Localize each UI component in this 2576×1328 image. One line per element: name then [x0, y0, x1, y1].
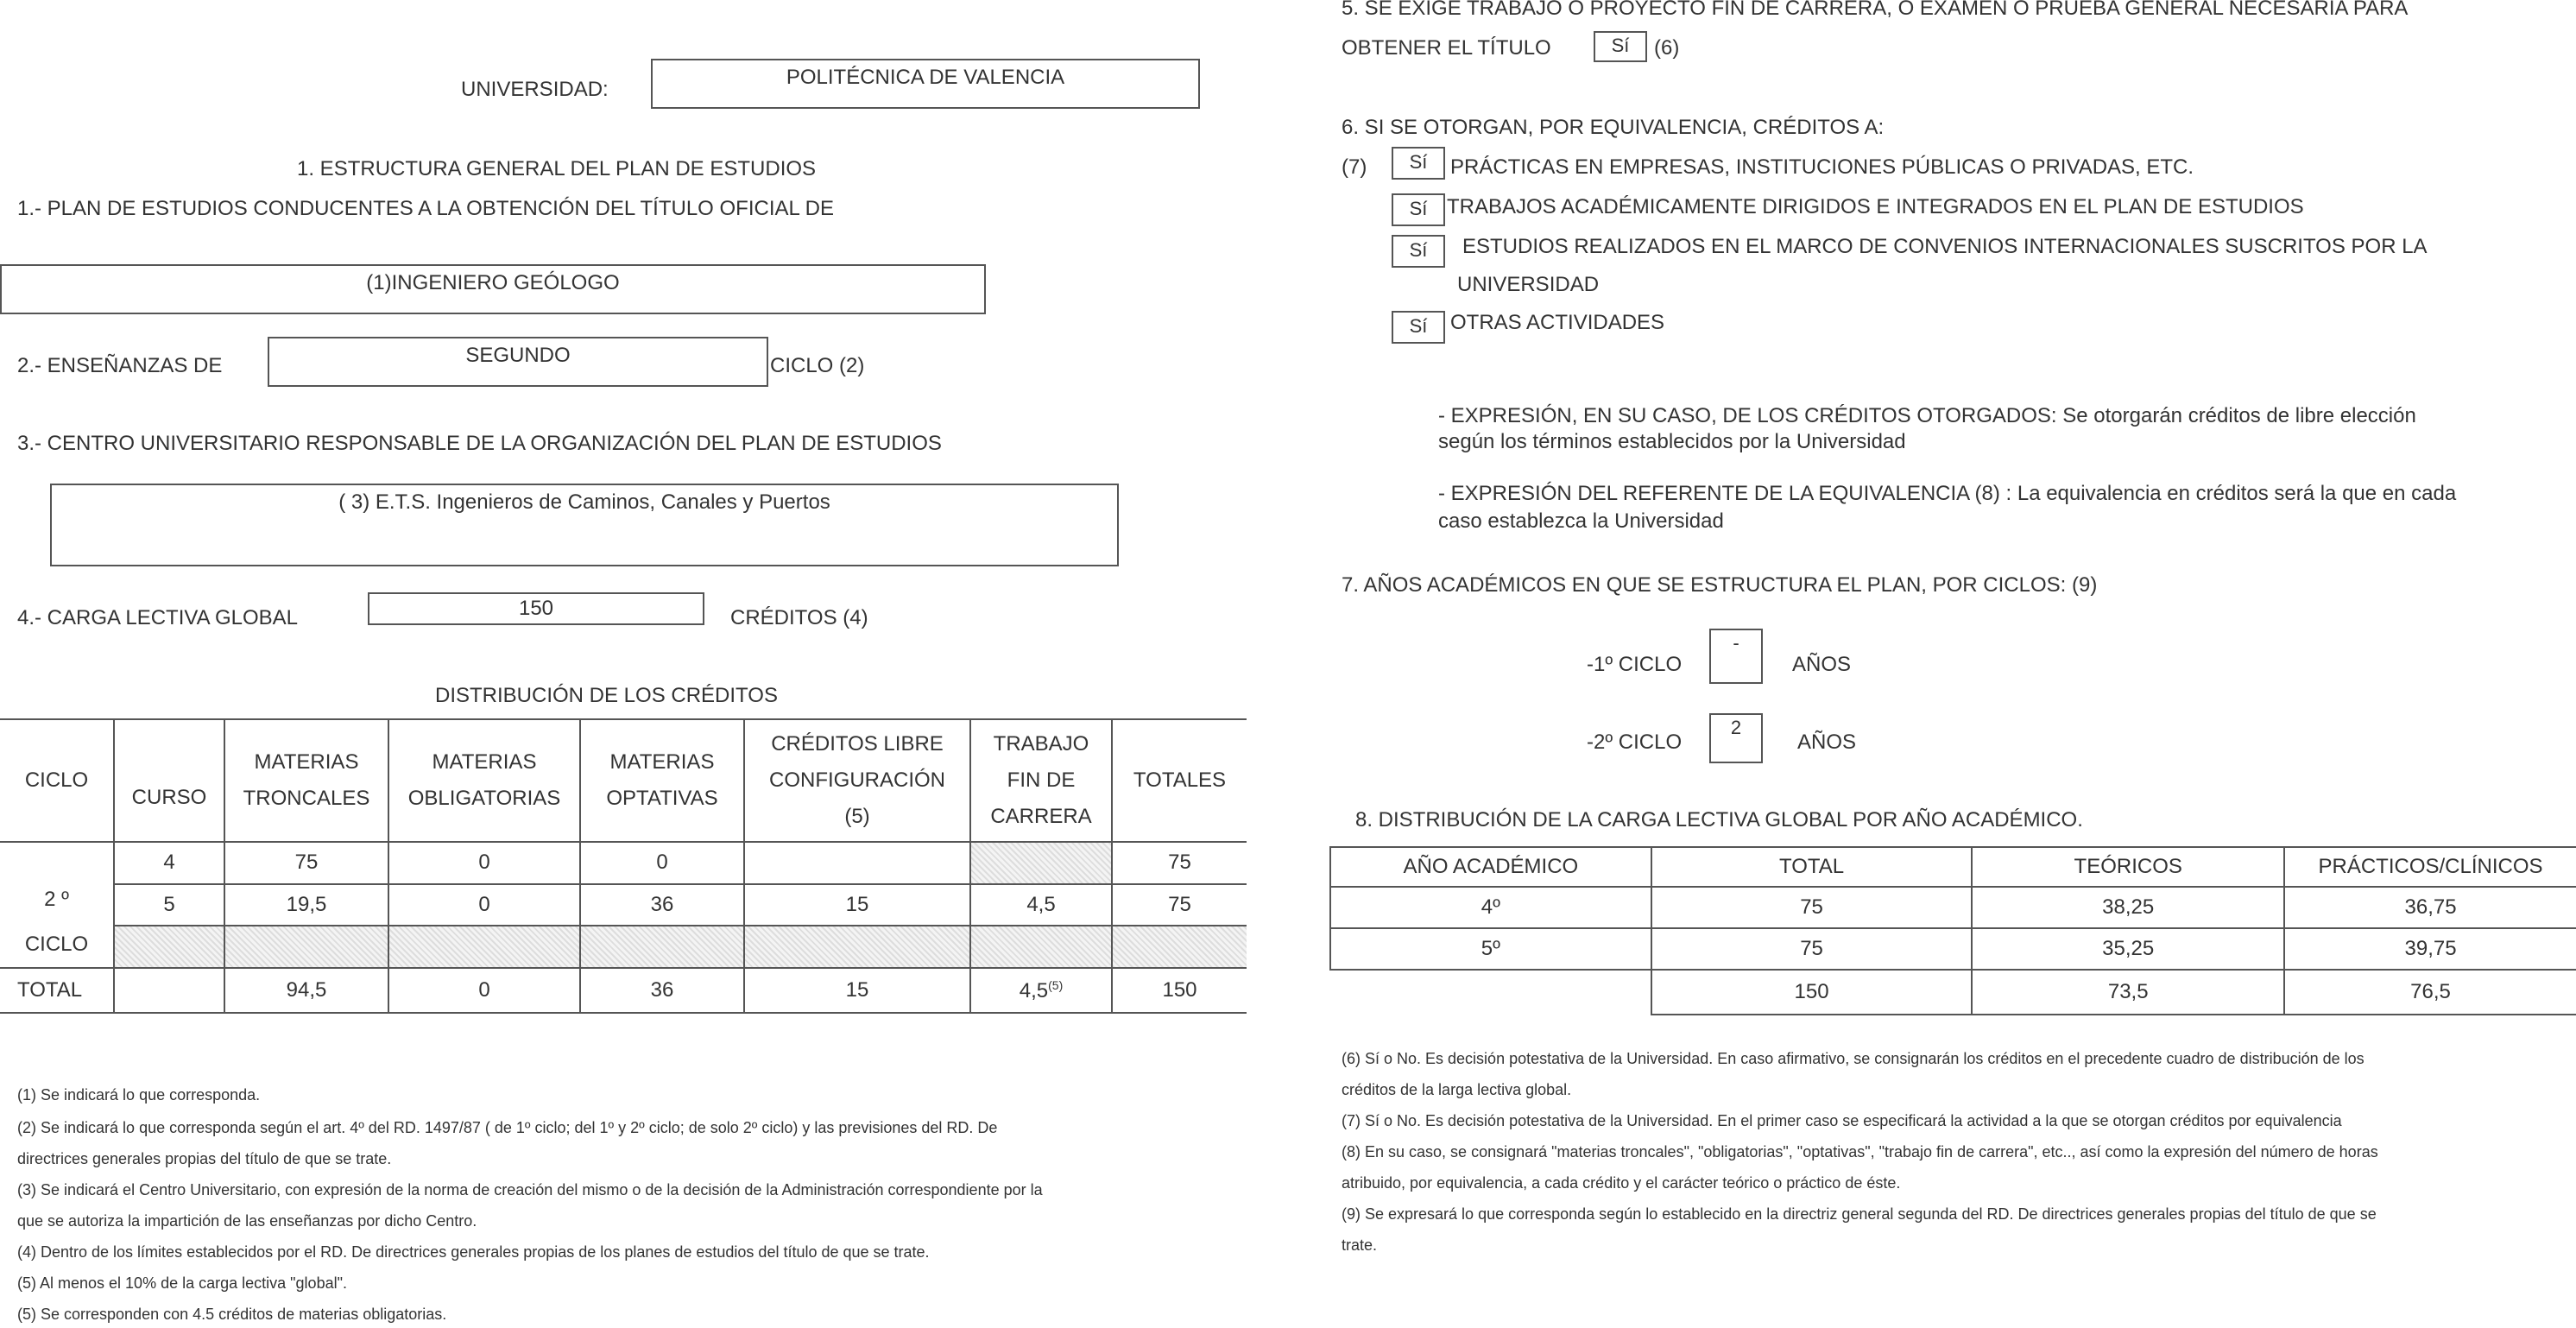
- row3-curso: [114, 926, 224, 968]
- row1-obligatorias: 0: [388, 842, 580, 884]
- section7-heading: 7. AÑOS ACADÉMICOS EN QUE SE ESTRUCTURA EL PLAN, POR CICLOS: (9): [1342, 573, 2098, 597]
- row2-total: 75: [1112, 884, 1247, 926]
- row2-libre: 15: [744, 884, 970, 926]
- cycle1-value: -: [1709, 629, 1763, 684]
- header-totales: TOTALES: [1112, 719, 1247, 842]
- row4-practice: 36,75: [2284, 887, 2576, 928]
- header-curso: CURSO: [114, 719, 224, 842]
- cycle-field: SEGUNDO: [268, 337, 768, 387]
- otras-label: OTRAS ACTIVIDADES: [1450, 311, 1665, 334]
- convenios-label-2: UNIVERSIDAD: [1457, 273, 1600, 296]
- item1-text: 1.- PLAN DE ESTUDIOS CONDUCENTES A LA OBTENCIÓN DEL TÍTULO OFICIAL DE: [17, 197, 834, 220]
- row1-total: 75: [1112, 842, 1247, 884]
- section6-heading: 6. SI SE OTORGAN, POR EQUIVALENCIA, CRÉDITOS A:: [1342, 116, 1885, 139]
- section5-suffix: (6): [1654, 36, 1680, 60]
- row2-curso: 5: [114, 884, 224, 926]
- row2-troncales: 19,5: [224, 884, 388, 926]
- row1-trabajo: [970, 842, 1112, 884]
- footnote: (5) Al menos el 10% de la carga lectiva "global".: [17, 1274, 347, 1292]
- header-row: [0, 719, 1247, 842]
- practicas-label: PRÁCTICAS EN EMPRESAS, INSTITUCIONES PÚBLICAS O PRIVADAS, ETC.: [1450, 155, 2194, 179]
- convenios-label: ESTUDIOS REALIZADOS EN EL MARCO DE CONVENIOS INTERNACIONALES SUSCRITOS POR LA: [1462, 235, 2428, 258]
- total-theory: 73,5: [1972, 970, 2284, 1015]
- header-libre: CRÉDITOS LIBRE CONFIGURACIÓN (5): [744, 719, 970, 842]
- row2-trabajo: 4,5: [970, 884, 1112, 926]
- section5-line2: OBTENER EL TÍTULO: [1342, 36, 1551, 60]
- total-libre: 15: [744, 968, 970, 1013]
- university-field: POLITÉCNICA DE VALENCIA: [651, 59, 1200, 109]
- item4-suffix: CRÉDITOS (4): [730, 606, 868, 629]
- cycle2-label: -2º CICLO: [1587, 730, 1683, 754]
- header-practice: PRÁCTICOS/CLÍNICOS: [2284, 847, 2576, 887]
- header-row: [1330, 847, 2576, 887]
- cycle2-value: 2: [1709, 713, 1763, 763]
- row2-obligatorias: 0: [388, 884, 580, 926]
- total-practice: 76,5: [2284, 970, 2576, 1015]
- header-total: TOTAL: [1651, 847, 1973, 887]
- practicas-value: Sí: [1392, 147, 1445, 180]
- table-row: [1330, 887, 2576, 928]
- section5-value: Sí: [1594, 31, 1647, 62]
- total-obligatorias: 0: [388, 968, 580, 1013]
- row3-libre: [744, 926, 970, 968]
- total-total: 150: [1112, 968, 1247, 1013]
- total-optativas: 36: [580, 968, 744, 1013]
- expression-credits-1: - EXPRESIÓN, EN SU CASO, DE LOS CRÉDITOS OTORGADOS: Se otorgarán créditos de libre elección: [1438, 404, 2416, 427]
- expression-credits-2: según los términos establecidos por la Universidad: [1438, 430, 1906, 453]
- row5-year: 5º: [1330, 928, 1651, 970]
- row3-obligatorias: [388, 926, 580, 968]
- trabajos-label: TRABAJOS ACADÉMICAMENTE DIRIGIDOS E INTEGRADOS EN EL PLAN DE ESTUDIOS: [1447, 195, 2304, 218]
- row4-year: 4º: [1330, 887, 1651, 928]
- table-row: [0, 842, 1247, 884]
- expression-equivalence-2: caso establezca la Universidad: [1438, 509, 1724, 533]
- row3-troncales: [224, 926, 388, 968]
- total-total: 150: [1651, 970, 1973, 1015]
- row4-theory: 38,25: [1972, 887, 2284, 928]
- otras-value: Sí: [1392, 311, 1445, 344]
- footnote: (6) Sí o No. Es decisión potestativa de la Universidad. En caso afirmativo, se consignarán los créditos en el precedente cuadro de distribución de los: [1342, 1050, 2364, 1067]
- footnote: (4) Dentro de los límites establecidos por el RD. De directrices generales propias de los planes de estudios del título de que se trate.: [17, 1243, 930, 1261]
- item3-text: 3.- CENTRO UNIVERSITARIO RESPONSABLE DE LA ORGANIZACIÓN DEL PLAN DE ESTUDIOS: [17, 432, 942, 455]
- footnote: atribuido, por equivalencia, a cada crédito y el carácter teórico o práctico de éste.: [1342, 1174, 1901, 1192]
- convenios-value: Sí: [1392, 235, 1445, 268]
- footnote: que se autoriza la impartición de las enseñanzas por dicho Centro.: [17, 1212, 477, 1230]
- credits-distribution-table: [0, 718, 1247, 1014]
- footnote: (9) Se expresará lo que corresponda según lo establecido en la directriz general segunda del RD. De directrices generales propias del título de que se: [1342, 1205, 2377, 1223]
- row5-total: 75: [1651, 928, 1973, 970]
- row1-troncales: 75: [224, 842, 388, 884]
- total-row: [1330, 970, 2576, 1015]
- total-troncales: 94,5: [224, 968, 388, 1013]
- footnote: (8) En su caso, se consignará "materias troncales", "obligatorias", "optativas", "trabajo fin de carrera", etc.., así como la expresión del número de horas: [1342, 1143, 2378, 1160]
- row3-optativas: [580, 926, 744, 968]
- footnote: créditos de la larga lectiva global.: [1342, 1081, 1572, 1098]
- footnote: directrices generales propias del título de que se trate.: [17, 1150, 392, 1167]
- cycle2-suffix: AÑOS: [1797, 730, 1857, 754]
- table-row: [0, 884, 1247, 926]
- total-curso: [114, 968, 224, 1013]
- item2-suffix: CICLO (2): [770, 354, 865, 377]
- header-ciclo: CICLO: [0, 719, 114, 842]
- item2-label: 2.- ENSEÑANZAS DE: [17, 354, 223, 377]
- row4-total: 75: [1651, 887, 1973, 928]
- section8-heading: 8. DISTRIBUCIÓN DE LA CARGA LECTIVA GLOBAL POR AÑO ACADÉMICO.: [1355, 808, 2083, 832]
- distribution-title: DISTRIBUCIÓN DE LOS CRÉDITOS: [435, 684, 778, 707]
- section6-ref: (7): [1342, 155, 1367, 179]
- header-theory: TEÓRICOS: [1972, 847, 2284, 887]
- cycle1-suffix: AÑOS: [1792, 653, 1852, 676]
- row5-theory: 35,25: [1972, 928, 2284, 970]
- row5-practice: 39,75: [2284, 928, 2576, 970]
- row1-optativas: 0: [580, 842, 744, 884]
- table-row: [0, 926, 1247, 968]
- footnote: (2) Se indicará lo que corresponda según el art. 4º del RD. 1497/87 ( de 1º ciclo; del 1º y 2º ciclo; de solo 2º ciclo) y las previsiones del RD. De: [17, 1119, 998, 1136]
- header-troncales: MATERIAS TRONCALES: [224, 719, 388, 842]
- footnote: (7) Sí o No. Es decisión potestativa de la Universidad. En el primer caso se especificará la actividad a la que se otorgan créditos por equivalencia: [1342, 1112, 2342, 1129]
- footnote: (5) Se corresponden con 4.5 créditos de materias obligatorias.: [17, 1306, 447, 1323]
- cycle1-label: -1º CICLO: [1587, 653, 1683, 676]
- centre-field: ( 3) E.T.S. Ingenieros de Caminos, Canales y Puertos: [50, 484, 1119, 566]
- credits-field: 150: [368, 592, 704, 625]
- expression-equivalence-1: - EXPRESIÓN DEL REFERENTE DE LA EQUIVALENCIA (8) : La equivalencia en créditos será la que en cada: [1438, 482, 2457, 505]
- footnote: trate.: [1342, 1236, 1378, 1254]
- total-year: [1330, 970, 1651, 1015]
- trabajos-value: Sí: [1392, 193, 1445, 226]
- header-trabajo: TRABAJO FIN DE CARRERA: [970, 719, 1112, 842]
- footnote: (1) Se indicará lo que corresponda.: [17, 1086, 261, 1104]
- header-obligatorias: MATERIAS OBLIGATORIAS: [388, 719, 580, 842]
- table-row: [1330, 928, 2576, 970]
- title-field: (1)INGENIERO GEÓLOGO: [0, 264, 986, 314]
- header-year: AÑO ACADÉMICO: [1330, 847, 1651, 887]
- total-label: TOTAL: [0, 968, 114, 1013]
- footnote: (3) Se indicará el Centro Universitario, con expresión de la norma de creación del mismo o de la decisión de la Administración correspondiente por la: [17, 1181, 1043, 1198]
- row3-trabajo: [970, 926, 1112, 968]
- academic-load-table: [1329, 846, 2576, 1015]
- section5-line1: 5. SE EXIGE TRABAJO O PROYECTO FIN DE CARRERA, O EXAMEN O PRUEBA GENERAL NECESARIA PARA: [1342, 0, 2409, 20]
- total-row: [0, 968, 1247, 1013]
- row1-curso: 4: [114, 842, 224, 884]
- header-optativas: MATERIAS OPTATIVAS: [580, 719, 744, 842]
- row1-libre: [744, 842, 970, 884]
- item4-label: 4.- CARGA LECTIVA GLOBAL: [17, 606, 299, 629]
- row2-optativas: 36: [580, 884, 744, 926]
- ciclo-cell: 2 º CICLO: [0, 842, 114, 968]
- university-label: UNIVERSIDAD:: [461, 78, 609, 101]
- row3-total: [1112, 926, 1247, 968]
- section1-heading: 1. ESTRUCTURA GENERAL DEL PLAN DE ESTUDIOS: [297, 157, 817, 180]
- total-trabajo: 4,5$^{(5)}$: [970, 968, 1112, 1013]
